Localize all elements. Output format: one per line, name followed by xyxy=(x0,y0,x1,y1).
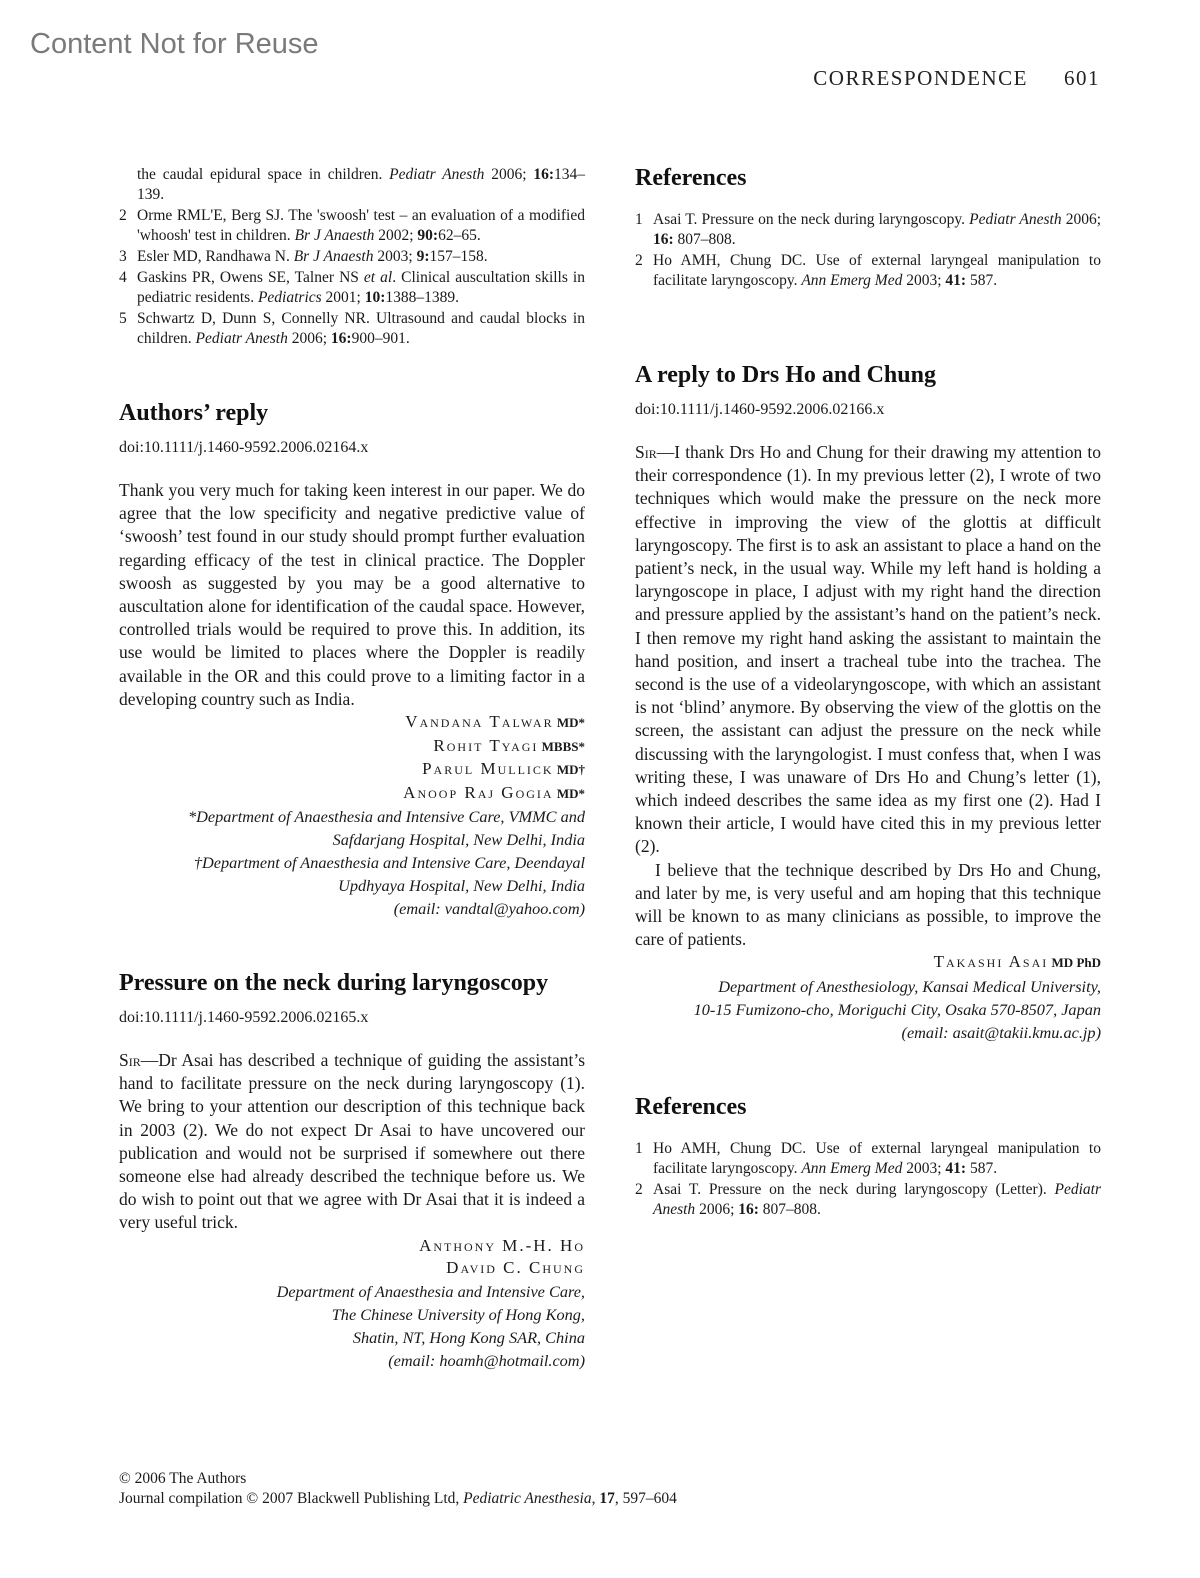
reference-journal: Br J Anaesth xyxy=(293,248,374,265)
reference-journal: Ann Emerg Med xyxy=(801,272,903,289)
reference-volume: 16: xyxy=(330,330,352,347)
affiliation-line: Department of Anaesthesia and Intensive Care, xyxy=(276,1281,585,1301)
reference-etal: et al xyxy=(363,269,393,286)
reference-pages: 157–158. xyxy=(429,248,488,265)
letter-text: —Dr Asai has described a technique of guiding the assistant’s hand to facilitate pressure on the neck during laryngoscopy (1). We bring to your attention our description of this technique back in 2003 (2). We do not expect Dr Asai to have uncovered our publication and would not be surprised if somewhere out there someone else had already described the technique before us. We do wish to point out that we agree with Dr Asai that it is indeed a very useful trick. xyxy=(119,1050,585,1233)
signature-line xyxy=(119,735,585,759)
reference-year: 2001; xyxy=(321,289,365,306)
reference-text: Asai T. Pressure on the neck during laryngoscopy. xyxy=(653,211,970,228)
reference-item xyxy=(119,268,585,308)
affiliation-line: Safdarjang Hospital, New Delhi, India xyxy=(332,830,585,850)
reference-pages: 807–808. xyxy=(758,1200,821,1218)
affiliation-line: Updhyaya Hospital, New Delhi, India xyxy=(338,876,585,896)
author-name: David C. Chung xyxy=(446,1258,585,1278)
reference-text: Ho AMH, Chung DC. Use of external laryngeal manipulation to facilitate laryngoscopy. xyxy=(653,1139,1101,1177)
reference-pages: 587. xyxy=(966,272,998,289)
reference-journal: Pediatr Anesth xyxy=(653,1180,1101,1218)
reference-item xyxy=(635,251,1101,291)
reference-text: Asai T. Pressure on the neck during laryngoscopy (Letter). xyxy=(653,1180,1055,1198)
reference-year: 2006; xyxy=(1061,211,1102,228)
running-head xyxy=(813,66,1100,91)
reference-pages: 134–139. xyxy=(137,166,585,203)
reference-pages: 587. xyxy=(966,1159,998,1177)
journal-name: Pediatric Anesthesia xyxy=(463,1490,592,1507)
affiliation-email: (email: vandtal@yahoo.com) xyxy=(393,899,585,919)
reference-list-continued xyxy=(119,165,585,349)
reference-number: 4 xyxy=(119,269,127,286)
reference-pages: 900–901. xyxy=(351,330,410,347)
author-name: Rohit Tyagi xyxy=(433,735,539,755)
references-heading: References xyxy=(635,1093,747,1120)
reference-volume: 41: xyxy=(945,272,967,289)
reference-number: 1 xyxy=(635,211,643,228)
authors-reply-affiliations xyxy=(119,805,585,920)
reference-list xyxy=(635,1139,1101,1220)
signature-line xyxy=(635,951,1101,975)
pressure-letter-signatures xyxy=(119,1235,585,1280)
journal-pages: , 597–604 xyxy=(614,1490,677,1507)
pressure-letter-body xyxy=(119,1049,585,1235)
pressure-letter-heading: Pressure on the neck during laryngoscopy xyxy=(119,970,549,997)
reference-number: 2 xyxy=(635,252,643,269)
reference-year: 2006; xyxy=(484,166,534,183)
reference-item xyxy=(635,210,1101,250)
section-title: CORRESPONDENCE xyxy=(813,66,1028,90)
references-heading: References xyxy=(635,165,747,191)
signature-line xyxy=(119,758,585,782)
affiliation-line: Department of Anesthesiology, Kansai Medical University, xyxy=(718,976,1101,996)
salutation: Sir xyxy=(119,1050,141,1071)
affiliation-line: 10-15 Fumizono-cho, Moriguchi City, Osaka 570-8507, Japan xyxy=(693,999,1101,1019)
signature-line xyxy=(119,782,585,806)
reference-number: 2 xyxy=(119,207,127,224)
reference-text: . Clinical auscultation skills in pediatric residents. xyxy=(137,269,585,306)
affiliation-line: †Department of Anaesthesia and Intensive Care, Deendayal xyxy=(193,853,585,873)
author-degree: MBBS* xyxy=(538,738,585,754)
reference-journal: Pediatrics xyxy=(257,289,322,306)
affiliation-line: *Department of Anaesthesia and Intensive Care, VMMC and xyxy=(187,807,585,827)
reference-journal: Pediatr Anesth xyxy=(969,211,1062,228)
reference-year: 2002; xyxy=(374,227,418,244)
affiliation-line: The Chinese University of Hong Kong, xyxy=(331,1304,585,1324)
author-degree: MD PhD xyxy=(1048,955,1101,971)
reference-number: 3 xyxy=(119,248,127,265)
salutation: Sir xyxy=(635,442,657,462)
reply-letter-doi: doi:10.1111/j.1460-9592.2006.02166.x xyxy=(635,401,885,418)
reference-volume: 41: xyxy=(945,1159,967,1177)
right-column xyxy=(635,165,1101,1221)
reference-year: 2003; xyxy=(902,272,946,289)
signature-line xyxy=(119,711,585,735)
reference-item xyxy=(119,309,585,349)
reference-item xyxy=(635,1139,1101,1179)
reference-pages: 62–65. xyxy=(438,227,481,244)
reference-list xyxy=(635,210,1101,291)
authors-reply-doi: doi:10.1111/j.1460-9592.2006.02164.x xyxy=(119,439,369,456)
reply-letter-affiliations xyxy=(635,975,1101,1044)
reference-pages: 807–808. xyxy=(673,231,736,248)
author-degree: MD† xyxy=(553,762,585,778)
reply-letter-body xyxy=(635,441,1101,859)
reference-volume: 16: xyxy=(738,1200,759,1218)
reference-item xyxy=(119,206,585,246)
copyright-line: © 2006 The Authors xyxy=(119,1470,247,1487)
pressure-letter-doi: doi:10.1111/j.1460-9592.2006.02165.x xyxy=(119,1009,369,1027)
reply-letter-body-2: I believe that the technique described by Drs Ho and Chung, and later by me, is very useful and am hoping that this technique will be known to as many clinicians as possible, to improve the care of patients. xyxy=(635,859,1101,950)
reference-number: 2 xyxy=(635,1180,643,1198)
authors-reply-signatures xyxy=(119,711,585,805)
author-name: Vandana Talwar xyxy=(405,712,554,732)
author-name: Anoop Raj Gogia xyxy=(403,782,554,802)
reference-journal: Ann Emerg Med xyxy=(801,1159,903,1177)
journal-compilation-line xyxy=(119,1489,677,1509)
reference-item xyxy=(119,165,585,205)
journal-volume: 17 xyxy=(599,1490,615,1507)
author-name: Anthony M.-H. Ho xyxy=(419,1235,585,1255)
author-degree: MD* xyxy=(553,715,585,731)
author-name: Parul Mullick xyxy=(422,759,554,779)
affiliation-email: (email: hoamh@hotmail.com) xyxy=(388,1350,585,1370)
reference-item xyxy=(119,247,585,267)
author-degree: MD* xyxy=(553,785,585,801)
reference-text: the caudal epidural space in children. xyxy=(137,166,390,183)
left-column xyxy=(119,165,585,1372)
reference-text: Orme RML'E, Berg SJ. The 'swoosh' test – an evaluation of a modified 'whoosh' test in children. xyxy=(137,207,585,244)
reference-journal: Pediatr Anesth xyxy=(389,166,485,183)
watermark-text: Content Not for Reuse xyxy=(30,28,319,60)
reference-text: Schwartz D, Dunn S, Connelly NR. Ultrasound and caudal blocks in children. xyxy=(137,310,585,347)
reference-volume: 9: xyxy=(416,248,430,265)
reference-pages: 1388–1389. xyxy=(385,289,460,306)
page-footer xyxy=(119,1469,677,1509)
reply-letter-heading: A reply to Drs Ho and Chung xyxy=(635,362,936,388)
reference-year: 2003; xyxy=(373,248,417,265)
affiliation-line: Shatin, NT, Hong Kong SAR, China xyxy=(352,1327,585,1347)
reference-year: 2006; xyxy=(287,330,331,347)
reference-number: 5 xyxy=(119,310,127,327)
reply-letter-signature xyxy=(635,951,1101,975)
reference-volume: 16: xyxy=(533,166,554,183)
authors-reply-body: Thank you very much for taking keen interest in our paper. We do agree that the low specificity and negative predictive value of ‘swoosh’ test found in our study should prompt further evaluation regarding efficacy of the test in clinical practice. The Doppler swoosh as suggested by you may be a good alternative to auscultation alone for identification of the caudal space. However, controlled trials would be required to prove this. In addition, its use would be limited to places where the Doppler is readily available in the OR and this could prove to a limiting factor in a developing country such as India. xyxy=(119,480,585,709)
reference-text: Esler MD, Randhawa N. xyxy=(137,248,294,265)
reference-journal: Br J Anaesth xyxy=(294,227,375,244)
reference-year: 2006; xyxy=(695,1200,739,1218)
author-name: Takashi Asai xyxy=(933,952,1049,972)
reference-volume: 90: xyxy=(417,227,439,244)
authors-reply-heading: Authors’ reply xyxy=(119,400,269,426)
reference-item xyxy=(635,1180,1101,1220)
reference-journal: Pediatr Anesth xyxy=(195,330,288,347)
letter-text: —I thank Drs Ho and Chung for their drawing my attention to their correspondence (1). In my previous letter (2), I wrote of two techniques which would make the pressure on the neck more effective in improving the view of the glottis at difficult laryngoscopy. The first is to ask an assistant to place a hand on the patient’s neck, in the usual way. While my left hand is holding a laryngoscope in place, I adjust with my right hand the direction and pressure applied by the assistant’s hand on the patient’s neck. I then remove my right hand asking the assistant to maintain the hand position, and insert a tracheal tube into the trachea. The second is the use of a videolaryngoscope, with which an assistant is not ‘blind’ anymore. By observing the view of the glottis on the screen, the assistant can adjust the pressure on the neck while discussing with the laryngologist. I must confess that, when I was writing these, I was unaware of Drs Ho and Chung’s letter (1), which indeed describes the same idea as my first one (2). Had I known their article, I would have cited this in my previous letter (2). xyxy=(635,442,1101,857)
reference-year: 2003; xyxy=(902,1159,946,1177)
reference-volume: 16: xyxy=(653,231,674,248)
reference-volume: 10: xyxy=(364,289,386,306)
separator: , xyxy=(591,1490,600,1507)
reference-text: Gaskins PR, Owens SE, Talner NS xyxy=(137,269,364,286)
reference-text: Ho AMH, Chung DC. Use of external laryngeal manipulation to facilitate laryngoscopy. xyxy=(653,252,1101,289)
reference-number: 1 xyxy=(635,1139,643,1157)
pressure-letter-affiliations xyxy=(119,1280,585,1372)
compilation-text: Journal compilation © 2007 Blackwell Publishing Ltd, xyxy=(119,1490,464,1507)
page-number: 601 xyxy=(1064,66,1100,90)
affiliation-email: (email: asait@takii.kmu.ac.jp) xyxy=(901,1022,1101,1042)
